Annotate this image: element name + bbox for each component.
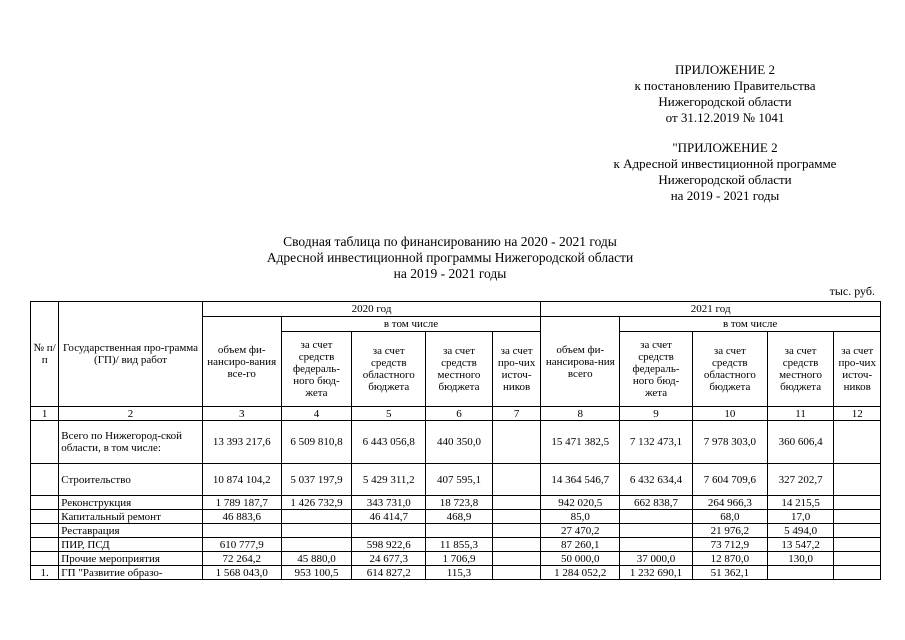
header-federal-2020: за счет средств федераль-ного бюд-жета	[281, 332, 352, 407]
cell: 21 976,2	[692, 524, 767, 538]
col-number: 11	[767, 407, 834, 421]
header-incl-2021: в том числе	[620, 317, 881, 332]
col-number: 3	[202, 407, 281, 421]
header-regional-2021: за счет средств областного бюджета	[692, 332, 767, 407]
col-number: 7	[492, 407, 541, 421]
cell: 12 870,0	[692, 552, 767, 566]
table-row	[31, 421, 881, 464]
cell	[426, 524, 493, 538]
title-line: на 2019 - 2021 годы	[393, 266, 507, 281]
document-title	[150, 234, 750, 282]
cell: 130,0	[767, 552, 834, 566]
cell: 17,0	[767, 510, 834, 524]
cell: 115,3	[426, 566, 493, 580]
header-year-2021: 2021 год	[541, 302, 881, 317]
header-local-2020: за счет средств местного бюджета	[426, 332, 493, 407]
header-total-2020: объем фи-нансиро-вания все-го	[202, 317, 281, 407]
financing-table	[30, 301, 881, 580]
col-number: 2	[59, 407, 203, 421]
cell: Всего по Нижегород-ской области, в том числе:	[59, 421, 203, 464]
cell: 343 731,0	[352, 496, 426, 510]
approval-line: к постановлению Правительства	[634, 78, 816, 93]
cell	[352, 524, 426, 538]
cell: 14 364 546,7	[541, 464, 620, 496]
approval-line: ПРИЛОЖЕНИЕ 2	[675, 62, 775, 77]
header-federal-2021: за счет средств федераль-ного бюд-жета	[620, 332, 693, 407]
cell: 440 350,0	[426, 421, 493, 464]
table-row	[31, 566, 881, 580]
cell: 1 426 732,9	[281, 496, 352, 510]
cell: 1 284 052,2	[541, 566, 620, 580]
title-line: Сводная таблица по финансированию на 2020 - 2021 годы	[283, 234, 617, 249]
cell	[834, 510, 881, 524]
col-number: 4	[281, 407, 352, 421]
approval-line: к Адресной инвестиционной программе	[613, 156, 837, 171]
col-number: 10	[692, 407, 767, 421]
cell: 7 604 709,6	[692, 464, 767, 496]
cell: 13 393 217,6	[202, 421, 281, 464]
cell	[834, 464, 881, 496]
table-row	[31, 510, 881, 524]
cell: 87 260,1	[541, 538, 620, 552]
cell: 6 443 056,8	[352, 421, 426, 464]
cell	[834, 538, 881, 552]
col-number: 1	[31, 407, 59, 421]
cell: Капитальный ремонт	[59, 510, 203, 524]
cell: 45 880,0	[281, 552, 352, 566]
cell	[31, 538, 59, 552]
table-row	[31, 552, 881, 566]
cell	[492, 552, 541, 566]
approval-line: Нижегородской области	[658, 94, 792, 109]
header-regional-2020: за счет средств областного бюджета	[352, 332, 426, 407]
table-row	[31, 464, 881, 496]
approval-block	[560, 62, 890, 204]
cell	[834, 566, 881, 580]
cell: Реконструкция	[59, 496, 203, 510]
header-total-2021: объем фи-нансирова-ния всего	[541, 317, 620, 407]
title-line: Адресной инвестиционной программы Нижегородской области	[266, 250, 634, 265]
header-year-2020: 2020 год	[202, 302, 541, 317]
table-row	[31, 496, 881, 510]
cell	[620, 524, 693, 538]
cell	[31, 524, 59, 538]
cell: 360 606,4	[767, 421, 834, 464]
cell	[767, 566, 834, 580]
cell: 953 100,5	[281, 566, 352, 580]
cell: Строительство	[59, 464, 203, 496]
header-program: Государственная про-грамма (ГП)/ вид работ	[59, 302, 203, 407]
cell	[31, 421, 59, 464]
header-other-2020: за счет про-чих источ-ников	[492, 332, 541, 407]
cell	[31, 510, 59, 524]
cell: 50 000,0	[541, 552, 620, 566]
cell	[281, 524, 352, 538]
cell	[202, 524, 281, 538]
col-number: 12	[834, 407, 881, 421]
cell: 51 362,1	[692, 566, 767, 580]
cell: ПИР, ПСД	[59, 538, 203, 552]
approval-line: от 31.12.2019 № 1041	[665, 110, 785, 125]
cell	[492, 566, 541, 580]
cell: 407 595,1	[426, 464, 493, 496]
cell: 614 827,2	[352, 566, 426, 580]
cell: 6 509 810,8	[281, 421, 352, 464]
cell: 610 777,9	[202, 538, 281, 552]
cell: Реставрация	[59, 524, 203, 538]
cell: 6 432 634,4	[620, 464, 693, 496]
cell	[31, 496, 59, 510]
cell: 13 547,2	[767, 538, 834, 552]
cell: 11 855,3	[426, 538, 493, 552]
cell: 18 723,8	[426, 496, 493, 510]
cell: 7 978 303,0	[692, 421, 767, 464]
col-number: 8	[541, 407, 620, 421]
cell: 5 037 197,9	[281, 464, 352, 496]
col-number: 5	[352, 407, 426, 421]
header-local-2021: за счет средств местного бюджета	[767, 332, 834, 407]
table-row	[31, 524, 881, 538]
cell: 46 883,6	[202, 510, 281, 524]
cell: 68,0	[692, 510, 767, 524]
cell	[834, 552, 881, 566]
cell: 85,0	[541, 510, 620, 524]
cell: 1 568 043,0	[202, 566, 281, 580]
cell: 942 020,5	[541, 496, 620, 510]
cell: 264 966,3	[692, 496, 767, 510]
col-number: 9	[620, 407, 693, 421]
cell	[492, 538, 541, 552]
cell: 1 789 187,7	[202, 496, 281, 510]
cell	[492, 421, 541, 464]
cell: 27 470,2	[541, 524, 620, 538]
cell: 662 838,7	[620, 496, 693, 510]
col-number: 6	[426, 407, 493, 421]
cell	[281, 510, 352, 524]
cell: 14 215,5	[767, 496, 834, 510]
cell: 7 132 473,1	[620, 421, 693, 464]
cell	[31, 464, 59, 496]
cell	[492, 464, 541, 496]
table-row	[31, 538, 881, 552]
cell	[834, 496, 881, 510]
approval-line: "ПРИЛОЖЕНИЕ 2	[672, 140, 778, 155]
cell	[620, 510, 693, 524]
cell: 598 922,6	[352, 538, 426, 552]
cell	[620, 538, 693, 552]
header-incl-2020: в том числе	[281, 317, 541, 332]
cell: Прочие мероприятия	[59, 552, 203, 566]
units-label: тыс. руб.	[829, 284, 875, 298]
cell: 1 232 690,1	[620, 566, 693, 580]
cell: 1 706,9	[426, 552, 493, 566]
cell: 327 202,7	[767, 464, 834, 496]
cell: 468,9	[426, 510, 493, 524]
cell	[834, 524, 881, 538]
cell: 5 429 311,2	[352, 464, 426, 496]
cell	[31, 552, 59, 566]
cell: ГП "Развитие образо-	[59, 566, 203, 580]
cell: 10 874 104,2	[202, 464, 281, 496]
cell	[834, 421, 881, 464]
cell	[492, 496, 541, 510]
header-num: № п/п	[31, 302, 59, 407]
cell: 46 414,7	[352, 510, 426, 524]
cell: 24 677,3	[352, 552, 426, 566]
header-other-2021: за счет про-чих источ-ников	[834, 332, 881, 407]
cell	[492, 510, 541, 524]
cell: 37 000,0	[620, 552, 693, 566]
cell	[281, 538, 352, 552]
cell: 73 712,9	[692, 538, 767, 552]
approval-line: на 2019 - 2021 годы	[670, 188, 780, 203]
cell: 72 264,2	[202, 552, 281, 566]
cell: 15 471 382,5	[541, 421, 620, 464]
approval-line: Нижегородской области	[658, 172, 792, 187]
cell: 1.	[31, 566, 59, 580]
cell	[492, 524, 541, 538]
cell: 5 494,0	[767, 524, 834, 538]
